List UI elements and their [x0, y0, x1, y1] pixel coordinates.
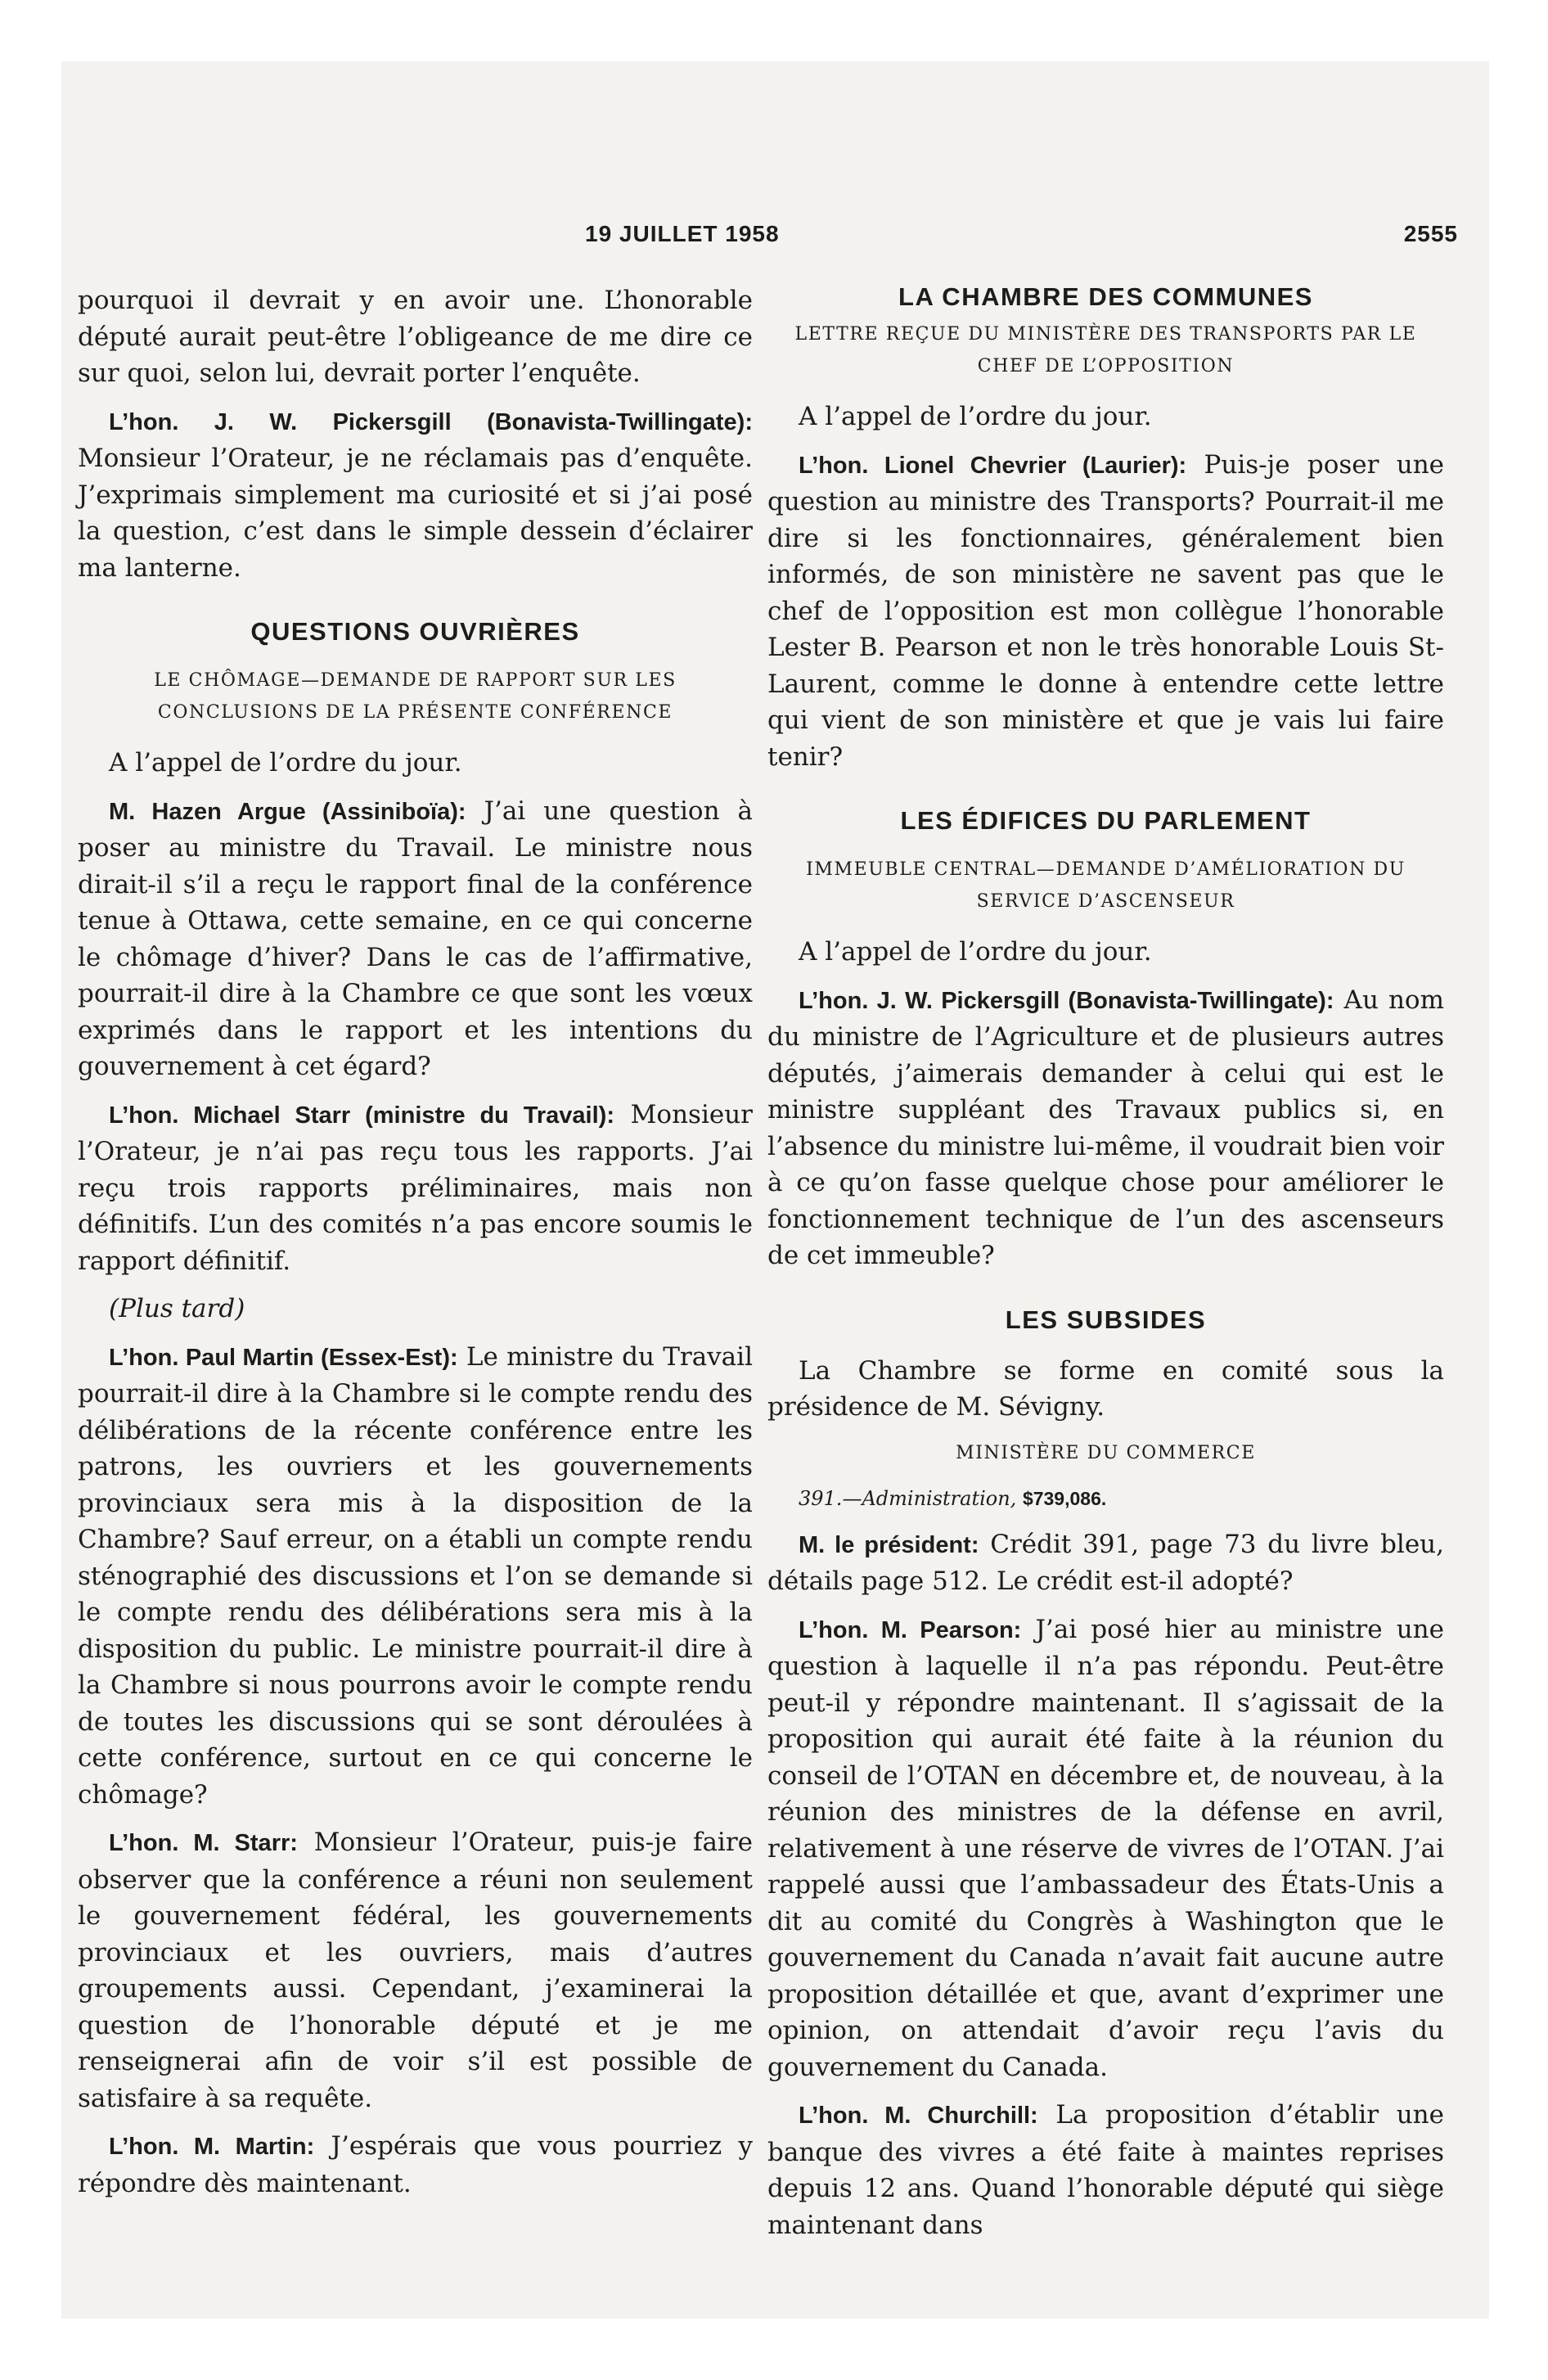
right-column: [767, 282, 1444, 2255]
speaker: L’hon. M. Martin:: [109, 2134, 315, 2160]
left-column: [78, 282, 753, 2213]
speaker: M. Hazen Argue (Assiniboïa):: [109, 798, 466, 825]
page-header: [61, 221, 1489, 254]
speaker: L’hon. M. Starr:: [109, 1830, 298, 1856]
subheading: IMMEUBLE CENTRAL—DEMANDE D’AMÉLIORATION DU SERVICE D’ASCENSEUR: [806, 859, 1406, 912]
section-heading: LES SUBSIDES: [1005, 1305, 1207, 1334]
speaker: L’hon. J. W. Pickersgill (Bonavista-Twillingate):: [799, 987, 1334, 1014]
paragraph: L’hon. M. Martin: J’espérais que vous pourriez y répondre dès maintenant.: [78, 2131, 754, 2198]
paragraph: pourquoi il devrait y en avoir une. L’honorable député aurait peut-être l’obligeance de me dire ce sur quoi, selon lui, devrait porter l’enquête.: [78, 286, 753, 388]
paragraph: L’hon. Michael Starr (ministre du Travail): Monsieur l’Orateur, je n’ai pas reçu tous les rapports. J’ai reçu trois rapports préliminaires, mais non définitifs. L’un des comités n’a pas encore soumis le rapport définitif.: [78, 1099, 753, 1276]
subheading: MINISTÈRE DU COMMERCE: [956, 1442, 1256, 1463]
speaker: L’hon. Paul Martin (Essex-Est):: [109, 1344, 458, 1371]
speaker: L’hon. M. Churchill:: [799, 2103, 1038, 2129]
section-heading: LA CHAMBRE DES COMMUNES: [898, 282, 1313, 311]
paragraph: M. le président: Crédit 391, page 73 du livre bleu, détails page 512. Le crédit est-il adopté?: [767, 1529, 1444, 1596]
speaker: M. le président:: [799, 1531, 979, 1558]
paragraph: L’hon. M. Pearson: J’ai posé hier au ministre une question à laquelle il n’a pas répondu. Peut-être peut-il y répondre maintenant. Il s’agissait de la proposition qui aurait été faite à la réunion du conseil de l’OTAN en décembre et, de nouveau, à la réunion des ministres de la défense en avril, relativement à une réserve de vivres de l’OTAN. J’ai rappelé aussi que l’ambassadeur des États-Unis a dit au comité du Congrès à Washington que le gouvernement du Canada n’avait fait aucune autre proposition détaillée et que, avant d’exprimer une opinion, on attendait d’avoir reçu l’avis du gouvernement du Canada.: [767, 1614, 1444, 2082]
paragraph: L’hon. M. Starr: Monsieur l’Orateur, puis-je faire observer que la conférence a réuni non seulement le gouvernement fédéral, les gouvernements provinciaux et les ouvriers, mais d’autres groupements aussi. Cependant, j’examinerai la question de l’honorable député et je me renseignerai afin de voir s’il est possible de satisfaire à sa requête.: [78, 1828, 753, 2113]
paragraph: L’hon. M. Churchill: La proposition d’établir une banque des vivres a été faite à maintes reprises depuis 12 ans. Quand l’honorable député qui siège maintenant dans: [767, 2100, 1444, 2240]
scanned-page: [61, 61, 1489, 2319]
plus-tard-note: (Plus tard): [109, 1294, 245, 1323]
paragraph: La Chambre se forme en comité sous la présidence de M. Sévigny.: [767, 1355, 1444, 1422]
paragraph: L’hon. J. W. Pickersgill (Bonavista-Twillingate): Monsieur l’Orateur, je ne réclamais pas d’enquête. J’exprimais simplement ma curiosité et si j’ai posé la question, c’est dans le simple dessein d’éclairer ma lanterne.: [78, 408, 753, 583]
speaker: L’hon. M. Pearson:: [799, 1616, 1022, 1643]
paragraph: M. Hazen Argue (Assiniboïa): J’ai une question à poser au ministre du Travail. Le ministre nous dirait-il s’il a reçu le rapport final de la conférence tenue à Ottawa, cette semaine, en ce qui concerne le chômage d’hiver? Dans le cas de l’affirmative, pourrait-il dire à la Chambre ce que sont les vœux exprimés dans le rapport et les intentions du gouvernement à cet égard?: [78, 796, 754, 1081]
section-heading: LES ÉDIFICES DU PARLEMENT: [900, 806, 1312, 835]
paragraph: L’hon. J. W. Pickersgill (Bonavista-Twillingate): Au nom du ministre de l’Agriculture et de plusieurs autres députés, j’aimerais demander à celui qui est le ministre suppléant des Travaux publics si, en l’absence du ministre lui-même, il voudrait bien voir à ce qu’on fasse quelque chose pour améliorer le fonctionnement technique de l’un des ascenseurs de cet immeuble?: [767, 985, 1444, 1270]
speaker: L’hon. J. W. Pickersgill (Bonavista-Twillingate):: [109, 408, 753, 435]
speaker: L’hon. Michael Starr (ministre du Travail):: [109, 1102, 614, 1129]
paragraph: L’hon. Paul Martin (Essex-Est): Le ministre du Travail pourrait-il dire à la Chambre si le compte rendu des délibérations de la récente conférence entre les patrons, les ouvriers et les gouvernements provinciaux sera mis à la disposition de la Chambre? Sauf erreur, on a établi un compte rendu sténographié des discussions et l’on se demande si le compte rendu des délibérations sera mis à la disposition du public. Le ministre pourrait-il dire à la Chambre si nous pourrons avoir le compte rendu de toutes les discussions qui se sont déroulées à cette conférence, surtout en ce qui concerne le chômage?: [78, 1341, 753, 1810]
paragraph: L’hon. Lionel Chevrier (Laurier): Puis-je poser une question au ministre des Transports? Pourrait-il me dire si les fonctionnaires, généralement bien informés, de son ministère ne savent pas que le chef de l’opposition est mon collègue l’honorable Lester B. Pearson et non le très honorable Louis St-Laurent, comme le donne à entendre cette lettre qui vient de son ministère et que je vais lui faire tenir?: [767, 449, 1445, 772]
order-of-day: A l’appel de l’ordre du jour.: [799, 937, 1152, 967]
order-of-day: A l’appel de l’ordre du jour.: [109, 748, 462, 778]
speaker: L’hon. Lionel Chevrier (Laurier):: [799, 452, 1187, 479]
section-heading: QUESTIONS OUVRIÈRES: [250, 617, 580, 646]
credit-item: 391.—Administration, $739,086.: [799, 1486, 1107, 1510]
subheading: LETTRE REÇUE DU MINISTÈRE DES TRANSPORTS PAR LE CHEF DE L’OPPOSITION: [794, 324, 1417, 376]
header-date: 19 JUILLET 1958: [585, 221, 780, 246]
page-number: 2555: [1403, 221, 1458, 246]
order-of-day: A l’appel de l’ordre du jour.: [799, 402, 1152, 431]
subheading: LE CHÔMAGE—DEMANDE DE RAPPORT SUR LES CONCLUSIONS DE LA PRÉSENTE CONFÉRENCE: [154, 670, 677, 723]
